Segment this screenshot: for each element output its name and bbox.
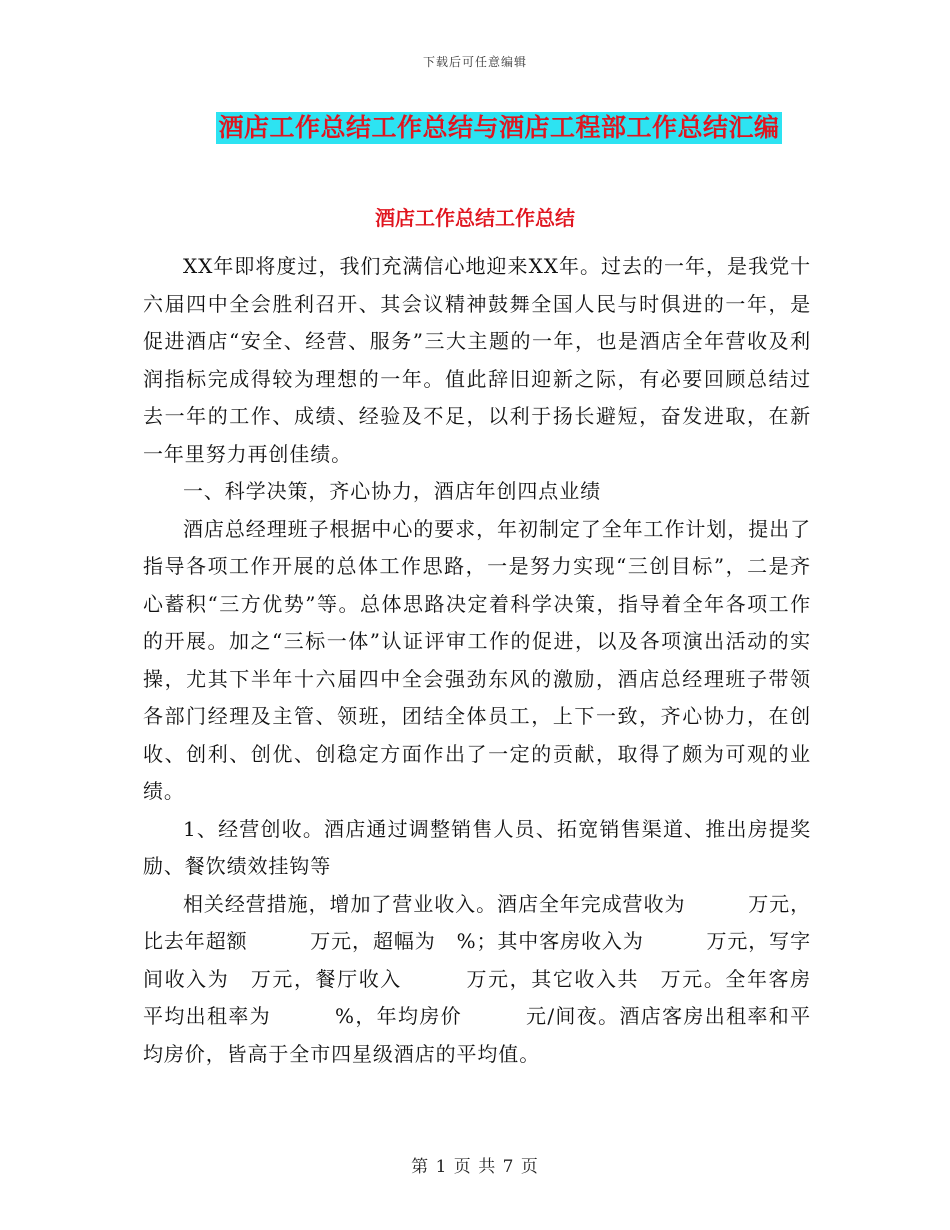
body-text [143, 248, 811, 1073]
paragraph-item-1: 1、经营创收。酒店通过调整销售人员、拓宽销售渠道、推出房提奖励、餐饮绩效挂钩等 [143, 816, 811, 878]
main-title-container [0, 112, 950, 144]
paragraph-intro: XX年即将度过，我们充满信心地迎来XX年。过去的一年，是我党十六届四中全会胜利召开、其会议精神鼓舞全国人民与时俱进的一年，是促进酒店“安全、经营、服务”三大主题的一年，也是酒店全年营收及利润指标完成得较为理想的一年。值此辞旧迎新之际，有必要回顾总结过去一年的工作、成绩、经验及不足，以利于扬长避短，奋发进取，在新一年里努力再创佳绩。 [143, 254, 811, 466]
paragraph-heading-1: 一、科学决策，齐心协力，酒店年创四点业绩 [183, 479, 601, 503]
page-number: 第 1 页 共 7 页 [411, 1157, 539, 1177]
paragraph-revenue: 相关经营措施，增加了营业收入。酒店全年完成营收为 万元，比去年超额 万元，超幅为 %；其中客房收入为 万元，写字间收入为 万元，餐厅收入 万元，其它收入共 万元。全年客房平均出租率为 %，年均房价 元/间夜。酒店客房出租率和平均房价，皆高于全市四星级酒店的平均值。 [143, 891, 811, 1066]
page-header-note: 下载后可任意编辑 [422, 55, 527, 69]
paragraph-management: 酒店总经理班子根据中心的要求，年初制定了全年工作计划，提出了指导各项工作开展的总体工作思路，一是努力实现“三创目标”，二是齐心蓄积“三方优势”等。总体思路决定着科学决策，指导着全年各项工作的开展。加之“三标一体”认证评审工作的促进，以及各项演出活动的实操，尤其下半年十六届四中全会强劲东风的激励，酒店总经理班子带领各部门经理及主管、领班，团结全体员工，上下一致，齐心协力，在创收、创利、创优、创稳定方面作出了一定的贡献，取得了颇为可观的业绩。 [143, 516, 811, 803]
main-title: 酒店工作总结工作总结与酒店工程部工作总结汇编 [218, 113, 780, 142]
section-title: 酒店工作总结工作总结 [375, 206, 575, 230]
